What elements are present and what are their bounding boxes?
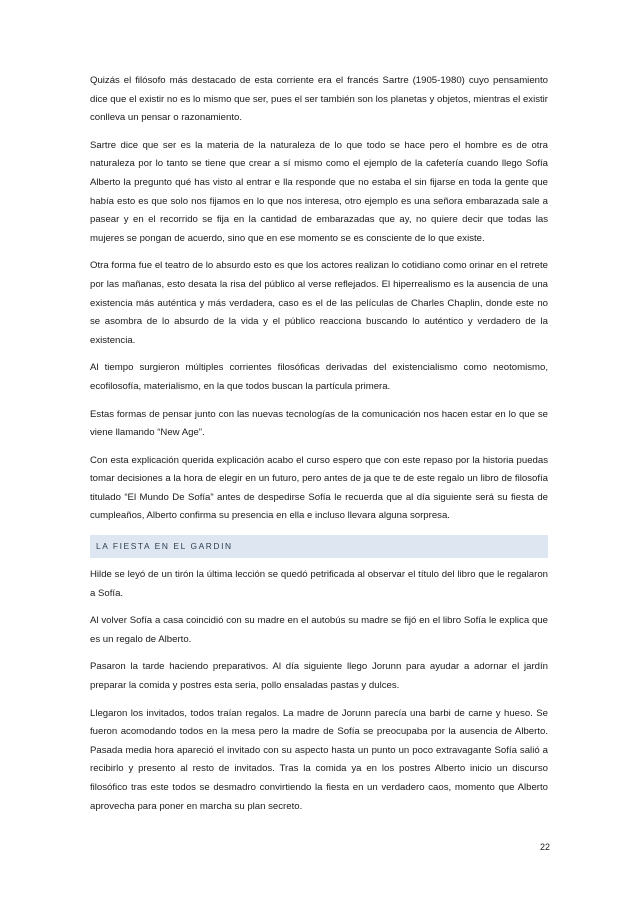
- paragraph-currents: Al tiempo surgieron múltiples corrientes filosóficas derivadas del existencialismo como neotomismo, ecofilosofía, materialismo, en la que todos buscan la partícula primera.: [90, 362, 548, 392]
- paragraph-theatre-absurd: Otra forma fue el teatro de lo absurdo esto es que los actores realizan lo cotidiano como orinar en el retrete por las mañanas, esto desata la risa del público al verse reflejados. El hiperrealismo es la ausencia de una existencia más auténtica y más verdadera, caso es el de las películas de Charles Chaplin, donde este no se asombra de lo absurdo de la vida y el público reacciona buscando lo auténtico y verdadero de la existencia.: [90, 260, 548, 346]
- paragraph-preparations: Pasaron la tarde haciendo preparativos. Al día siguiente llego Jorunn para ayudar a adornar el jardín preparar la comida y postres esta seria, pollo ensaladas pastas y dulces.: [90, 661, 548, 692]
- paragraph-sartre-intro: Quizás el filósofo más destacado de esta corriente era el francés Sartre (1905-1980) cuyo pensamiento dice que el existir no es lo mismo que ser, pues el ser también son los planetas y objetos, mientras el existir conlleva un pensar o razonamiento.: [90, 75, 548, 124]
- paragraph-hilde: Hilde se leyó de un tirón la última lección se quedó petrificada al observar el título del libro que le regalaron a Sofía.: [90, 569, 548, 599]
- section-heading: LA FIESTA EN EL GARDIN: [90, 535, 548, 558]
- paragraph-sartre-nature: Sartre dice que ser es la materia de la naturaleza de lo que todo se hace pero el hombre es de otra naturaleza por lo tanto se tiene que crear a sí mismo como el ejemplo de la cafetería cuando llego Sofía Alberto la pregunto qué has visto al entrar e lla responde que no estaba el sin fijarse en toda la gente que había esto es que solo nos fijamos en lo que nos interesa, otro ejemplo es una señora embarazada sale a pasear y en el recorrido se fija en la cantidad de embarazadas que ay, no quiere decir que todas las mujeres se pongan de acuerdo, sino que en ese momento se es consciente de lo que existe.: [90, 139, 548, 244]
- page-number: 22: [539, 842, 550, 852]
- paragraph-guests: Llegaron los invitados, todos traían regalos. La madre de Jorunn parecía una barbi de carne y hueso. Se fueron acomodando todos en la mesa pero la madre de Sofía se preocupaba por la ausencia de Alberto. Pasada media hora apareció el invitado con su aspecto hasta un punto un poco extravagante Sofía salió a recibirlo y presento al resto de invitados. Tras la comida ya en los postres Alberto inicio un discurso filosófico tras este todos se desmadro convirtiendo la fiesta en un verdadero caos, momento que Alberto aprovecha para poner en marcha su plan secreto.: [90, 707, 548, 812]
- paragraph-course-end: Con esta explicación querida explicación acabo el curso espero que con este repaso por la historia puedas tomar decisiones a la hora de elegir en un futuro, pero antes de ja que te de este regalo un libro de filosofía titulado “El Mundo De Sofía” antes de despedirse Sofía le recuerda que al día siguiente será su fiesta de cumpleaños, Alberto confirma su presencia en ella e incluso llevara alguna sorpresa.: [90, 454, 548, 522]
- paragraph-new-age: Estas formas de pensar junto con las nuevas tecnologías de la comunicación nos hacen estar en lo que se viene llamando “New Age”.: [90, 408, 548, 439]
- page-body: [90, 72, 548, 825]
- paragraph-bus: Al volver Sofía a casa coincidió con su madre en el autobús su madre se fijó en el libro Sofía le explica que es un regalo de Alberto.: [90, 615, 548, 645]
